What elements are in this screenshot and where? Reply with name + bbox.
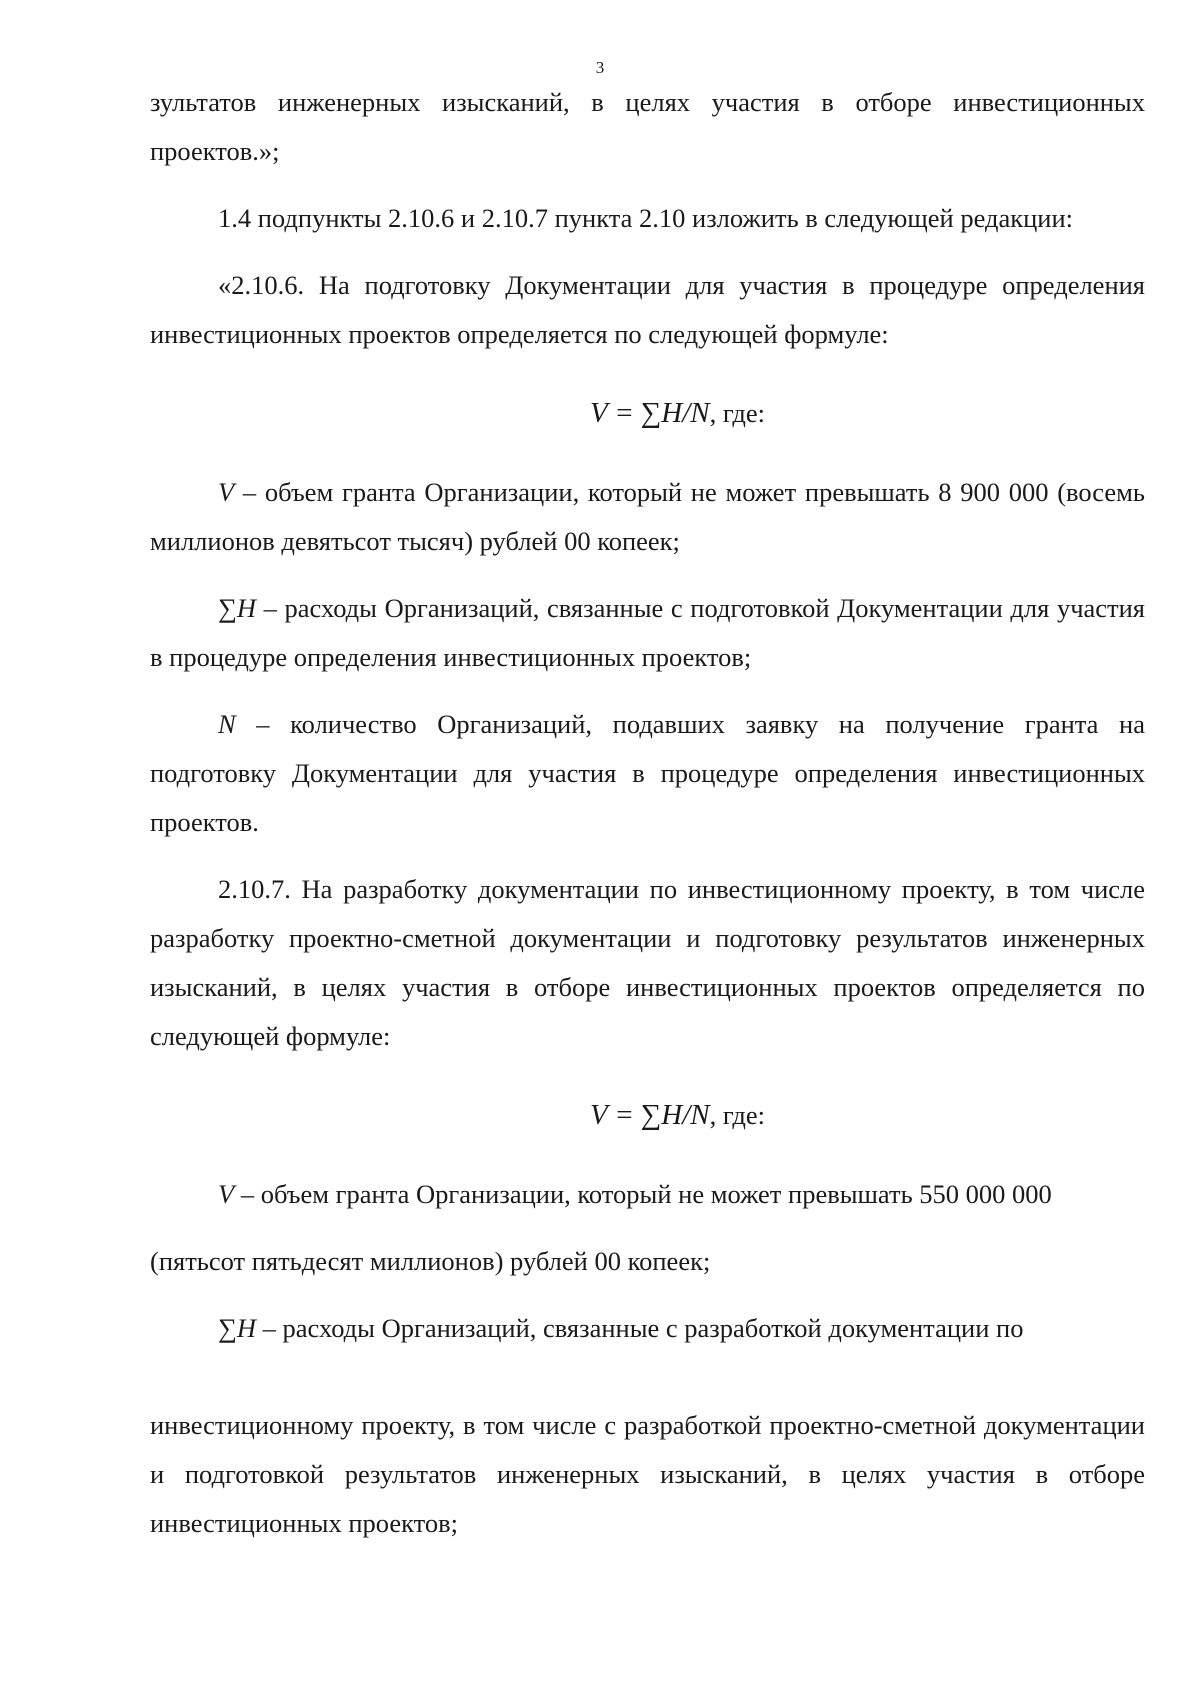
definition-1-n — [150, 700, 1145, 847]
paragraph-2-10-6: «2.10.6. На подготовку Документации для участия в процедуре определения инвестиционных проектов определяется по следующей формуле: — [150, 270, 1145, 349]
paragraph-intro: зультатов инженерных изысканий, в целях участия в отборе инвестиционных проектов.»; — [150, 87, 1145, 166]
paragraph-2-10-7: 2.10.7. На разработку документации по инвестиционному проекту, в том числе разработку проектно-сметной документации и подготовку результатов инженерных изысканий, в целях участия в отборе инвестиционных проектов определяется по следующей формуле: — [150, 874, 1145, 1051]
formula-1-sigma: ∑ — [640, 397, 662, 429]
document-body — [150, 78, 1145, 1548]
definition-2-v-text: – объем гранта Организации, который не может превышать 550 000 000 — [234, 1179, 1052, 1209]
definition-2-h-text: – расходы Организаций, связанные с разработкой документации по — [256, 1313, 1024, 1343]
definition-1-h — [150, 584, 1145, 682]
definition-2-h — [150, 1304, 1145, 1353]
formula-1-suffix: , где: — [709, 398, 766, 428]
definition-1-h-symbol: ∑H — [218, 593, 257, 623]
definition-2-h-symbol: ∑H — [218, 1313, 257, 1343]
definition-1-n-text: – количество Организаций, подавших заявку на получение гранта на подготовку Документации для участия в процедуре определения инвестиционных проектов. — [150, 709, 1145, 837]
formula-2-lhs: V = — [589, 1099, 634, 1131]
formula-2-rhs: H/N — [661, 1099, 710, 1131]
definition-2-h-continued: инвестиционному проекту, в том числе с разработкой проектно-сметной документации и подготовкой результатов инженерных изысканий, в целях участия в отборе инвестиционных проектов; — [150, 1410, 1145, 1538]
definition-2-v-symbol: V — [218, 1179, 235, 1209]
definition-1-v-text: – объем гранта Организации, который не может превышать 8 900 000 (восемь миллионов девятьсот тысяч) рублей 00 копеек; — [150, 477, 1145, 556]
definition-1-h-text: – расходы Организаций, связанные с подготовкой Документации для участия в процедуре определения инвестиционных проектов; — [150, 593, 1145, 672]
formula-1-lhs: V = — [589, 397, 634, 429]
definition-2-v-continued: (пятьсот пятьдесят миллионов) рублей 00 копеек; — [150, 1246, 711, 1276]
definition-1-v-symbol: V — [218, 477, 235, 507]
formula-1 — [150, 389, 1145, 438]
page-number: 3 — [595, 58, 605, 77]
formula-1-rhs: H/N — [661, 397, 710, 429]
formula-2-sigma: ∑ — [640, 1099, 662, 1131]
paragraph-1-4: 1.4 подпункты 2.10.6 и 2.10.7 пункта 2.10 изложить в следующей редакции: — [218, 203, 1074, 233]
formula-2-suffix: , где: — [709, 1100, 766, 1130]
definition-1-n-symbol: N — [218, 709, 236, 739]
definition-2-v — [150, 1170, 1145, 1219]
formula-2 — [150, 1091, 1145, 1140]
definition-1-v — [150, 468, 1145, 566]
